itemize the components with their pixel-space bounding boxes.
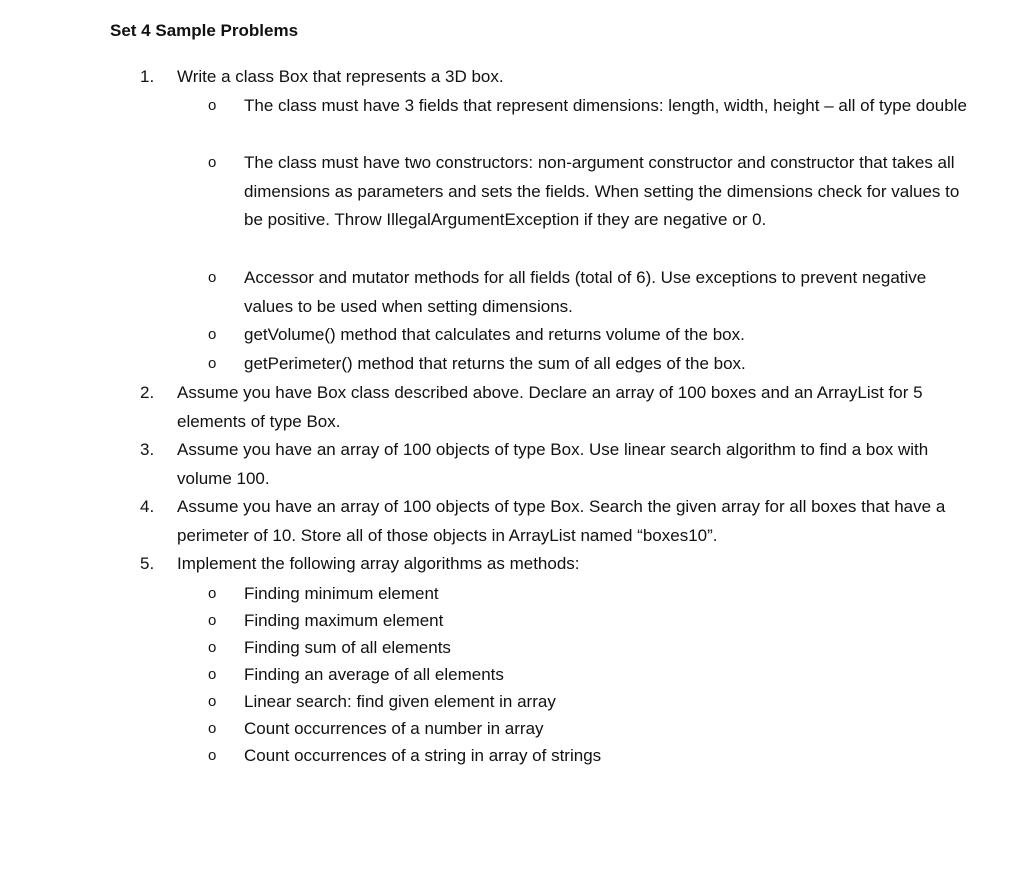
bullet-icon: o xyxy=(208,585,217,602)
bullet-icon: o xyxy=(208,269,217,286)
subitem-text: Finding an average of all elements xyxy=(244,665,504,684)
problem-text: Assume you have an array of 100 objects of type Box. Use linear search algorithm to find a box with volume 100. xyxy=(177,440,929,488)
subitem-text: Finding minimum element xyxy=(244,584,439,603)
bullet-icon: o xyxy=(208,720,217,737)
problem-1-subitem-5 xyxy=(208,350,978,379)
problem-number: 1. xyxy=(140,67,155,86)
problem-5-subitem-4 xyxy=(208,661,978,688)
problem-5-subitem-6 xyxy=(208,715,978,742)
subitem-text: Linear search: find given element in array xyxy=(244,692,556,711)
problem-number: 2. xyxy=(140,383,155,402)
problem-1-subitem-2 xyxy=(208,149,978,235)
subitem-text: The class must have 3 fields that represent dimensions: length, width, height – all of type double xyxy=(244,96,967,115)
subitem-text: Count occurrences of a number in array xyxy=(244,719,544,738)
subitem-text: getVolume() method that calculates and returns volume of the box. xyxy=(244,325,745,344)
subitem-text: Count occurrences of a string in array of strings xyxy=(244,746,602,765)
problem-1-subitem-3 xyxy=(208,264,978,321)
bullet-icon: o xyxy=(208,97,217,114)
subitem-text: Accessor and mutator methods for all fields (total of 6). Use exceptions to prevent negative values to be used when setting dimensions. xyxy=(244,268,927,316)
problem-text: Assume you have Box class described above. Declare an array of 100 boxes and an ArrayList for 5 elements of type Box. xyxy=(177,383,923,431)
subitem-text: getPerimeter() method that returns the sum of all edges of the box. xyxy=(244,354,746,373)
subitem-text: Finding sum of all elements xyxy=(244,638,451,657)
problem-text: Implement the following array algorithms as methods: xyxy=(177,554,580,573)
page-title: Set 4 Sample Problems xyxy=(110,21,299,40)
problem-number: 4. xyxy=(140,497,155,516)
subitem-text: The class must have two constructors: non-argument constructor and constructor that takes all dimensions as parameters and sets the fields. When setting the dimensions check for values to be positive. Throw IllegalArgumentException if they are negative or 0. xyxy=(244,153,960,230)
bullet-icon: o xyxy=(208,355,217,372)
problem-1 xyxy=(140,63,980,92)
bullet-icon: o xyxy=(208,612,217,629)
problem-2 xyxy=(140,379,980,436)
bullet-icon: o xyxy=(208,326,217,343)
problem-5-subitem-5 xyxy=(208,688,978,715)
problem-5-subitem-2 xyxy=(208,607,978,634)
problem-text: Assume you have an array of 100 objects of type Box. Search the given array for all boxes that have a perimeter of 10. Store all of those objects in ArrayList named “boxes10”. xyxy=(177,497,946,545)
problem-5-subitem-7 xyxy=(208,742,978,769)
bullet-icon: o xyxy=(208,154,217,171)
problem-number: 5. xyxy=(140,554,155,573)
subitem-text: Finding maximum element xyxy=(244,611,444,630)
bullet-icon: o xyxy=(208,666,217,683)
problem-number: 3. xyxy=(140,440,155,459)
problem-1-subitem-1 xyxy=(208,92,978,121)
problem-5-subitem-1 xyxy=(208,580,978,607)
bullet-icon: o xyxy=(208,639,217,656)
bullet-icon: o xyxy=(208,693,217,710)
problem-4 xyxy=(140,493,980,550)
problem-5-subitem-3 xyxy=(208,634,978,661)
problem-3 xyxy=(140,436,980,493)
problem-1-subitem-4 xyxy=(208,321,978,350)
problem-text: Write a class Box that represents a 3D box. xyxy=(177,67,504,86)
problem-5 xyxy=(140,550,980,579)
bullet-icon: o xyxy=(208,747,217,764)
